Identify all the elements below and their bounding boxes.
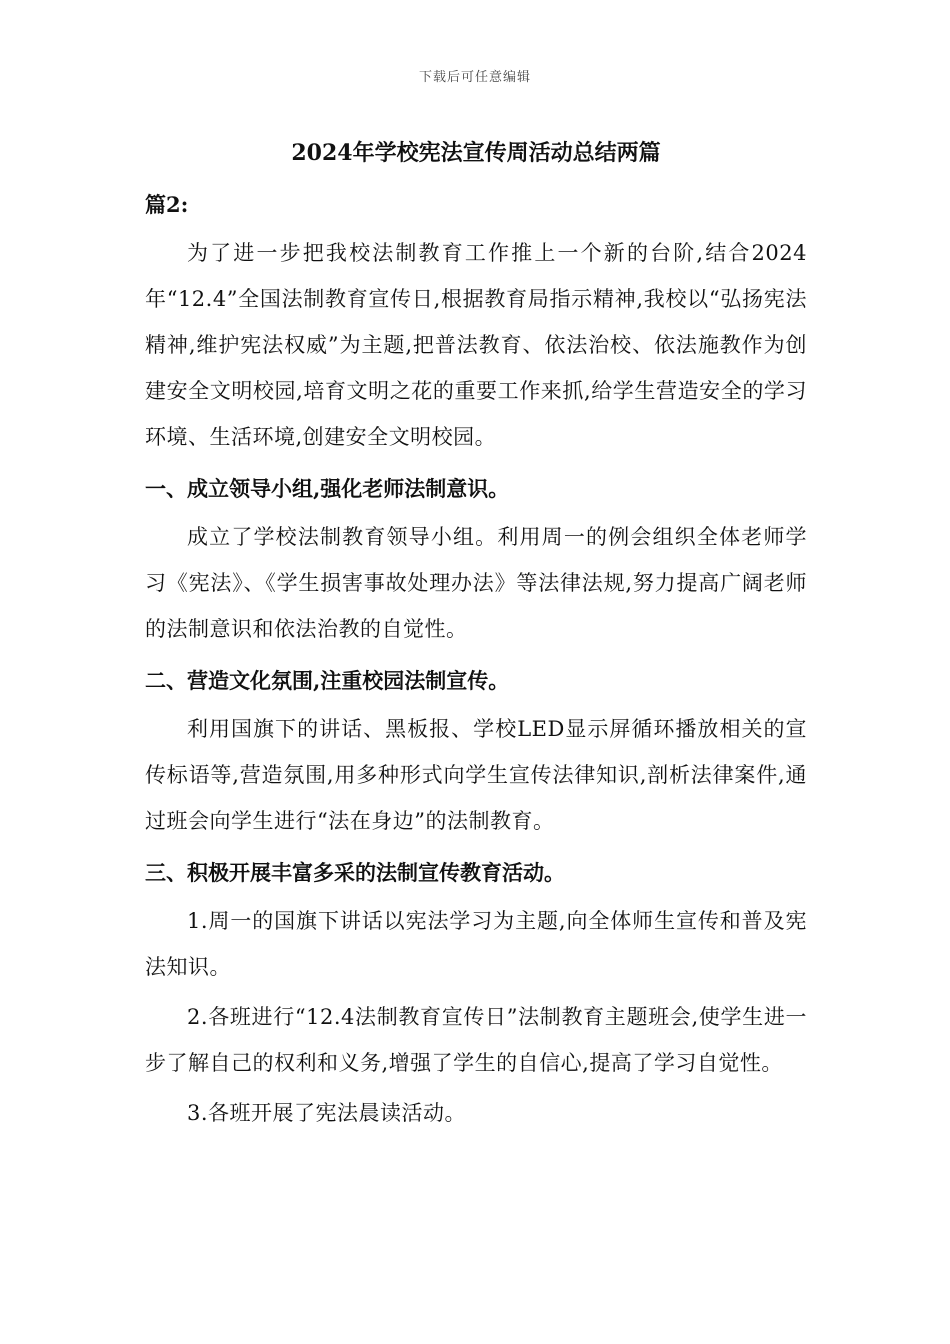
part-label: 篇2:: [145, 192, 189, 217]
section-1-paragraph-1: 成立了学校法制教育领导小组。利用周一的例会组织全体老师学习《宪法》、《学生损害事故处理办法》等法律法规,努力提高广阔老师的法制意识和依法治教的自觉性。: [145, 525, 807, 641]
section-2-paragraph-1: 利用国旗下的讲话、黑板报、学校LED显示屏循环播放相关的宣传标语等,营造氛围,用多种形式向学生宣传法律知识,剖析法律案件,通过班会向学生进行“法在身边”的法制教育。: [145, 717, 807, 833]
document-body: [145, 128, 807, 1138]
section-heading-2: 二、营造文化氛围,注重校园法制宣传。: [145, 668, 510, 693]
document-title: 2024年学校宪法宣传周活动总结两篇: [291, 140, 661, 166]
intro-paragraph: 为了进一步把我校法制教育工作推上一个新的台阶,结合2024年“12.4”全国法制教育宣传日,根据教育局指示精神,我校以“弘扬宪法精神,维护宪法权威”为主题,把普法教育、依法治校、依法施教作为创建安全文明校园,培育文明之花的重要工作来抓,给学生营造安全的学习环境、生活环境,创建安全文明校园。: [145, 241, 807, 449]
section-3-item-1: 1.周一的国旗下讲话以宪法学习为主题,向全体师生宣传和普及宪法知识。: [145, 909, 807, 979]
header-note: 下载后可任意编辑: [418, 70, 531, 85]
section-3-item-2: 2.各班进行“12.4法制教育宣传日”法制教育主题班会,使学生进一步了解自己的权利和义务,增强了学生的自信心,提高了学习自觉性。: [145, 1005, 807, 1075]
section-3-item-3: 3.各班开展了宪法晨读活动。: [187, 1101, 467, 1125]
section-heading-1: 一、成立领导小组,强化老师法制意识。: [145, 476, 510, 501]
section-heading-3: 三、积极开展丰富多采的法制宣传教育活动。: [145, 860, 565, 885]
